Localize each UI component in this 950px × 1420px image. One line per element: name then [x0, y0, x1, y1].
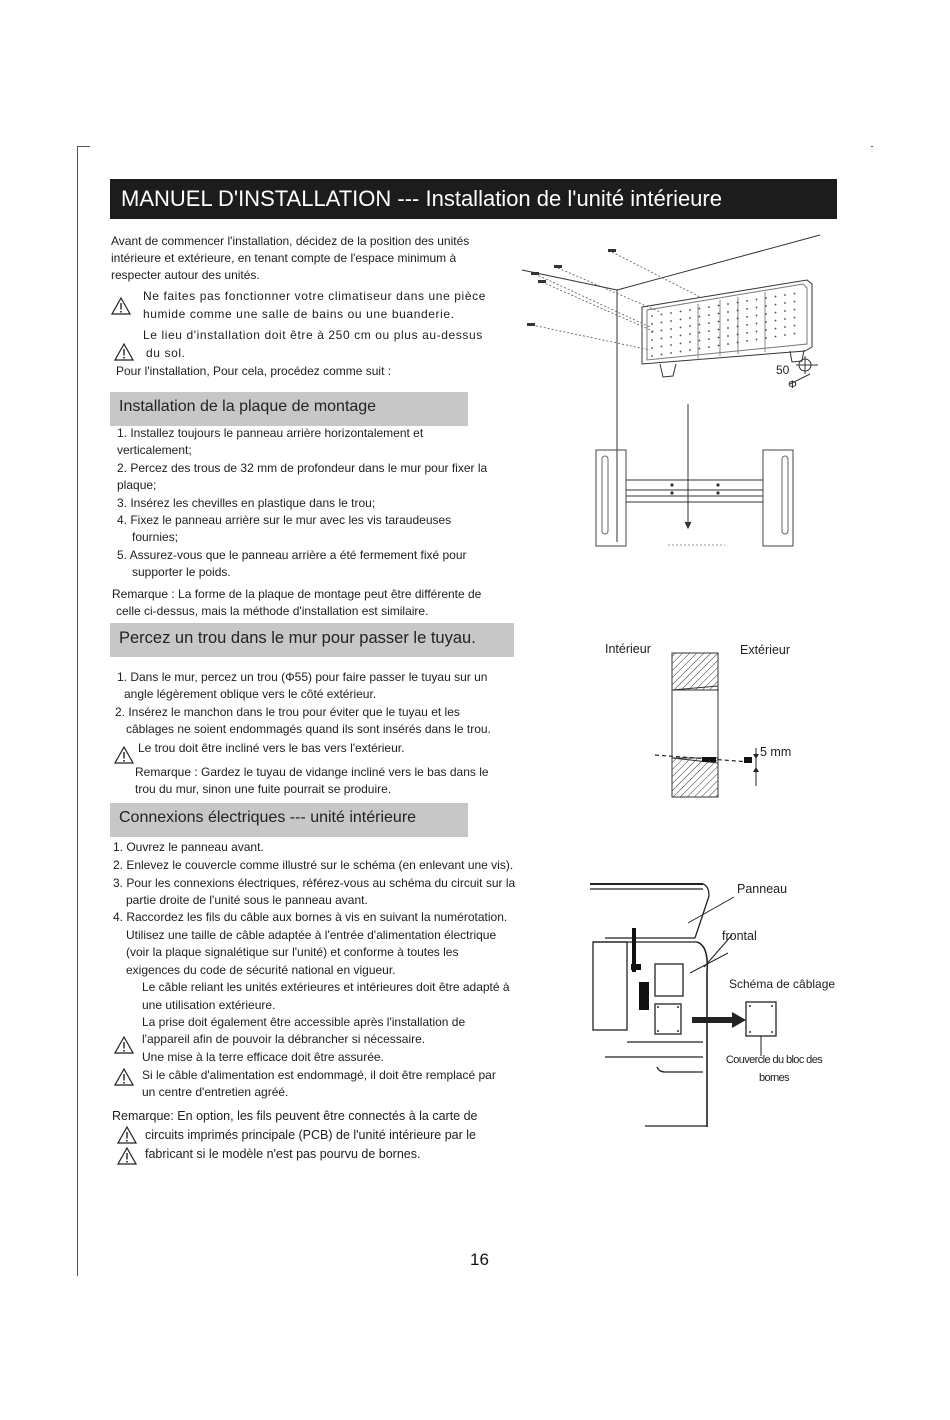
intro-line: Avant de commencer l'installation, décidez de la position des unités: [111, 234, 470, 248]
section-heading: Connexions électriques --- unité intérieure: [110, 803, 468, 837]
step-line: Une mise à la terre efficace doit être assurée.: [142, 1050, 384, 1064]
remark-line: Remarque : Gardez le tuyau de vidange incliné vers le bas dans le: [135, 765, 489, 779]
remark-line: trou du mur, sinon une fuite pourrait se produire.: [135, 782, 392, 796]
warning-icon: [114, 746, 134, 764]
terminal-cover-label: bornes: [758, 1072, 790, 1084]
remark-line: Remarque : La forme de la plaque de montage peut être différente de: [112, 587, 482, 601]
step-line: l'appareil afin de pouvoir la débrancher si nécessaire.: [142, 1032, 426, 1046]
section-heading: Percez un trou dans le mur pour passer le tuyau.: [110, 623, 514, 657]
step-line: une utilisation extérieure.: [142, 998, 276, 1012]
terminal-cover-figure: [690, 1000, 782, 1060]
step-line: 4. Fixez le panneau arrière sur le mur avec les vis taraudeuses: [117, 513, 452, 527]
outside-label: Extérieur: [740, 643, 791, 657]
step-line: 5. Assurez-vous que le panneau arrière a été fermement fixé pour: [117, 548, 467, 562]
slope-label: 5 mm: [760, 745, 792, 759]
phi-label: Φ: [788, 379, 797, 391]
step-line: 4. Raccordez les fils du câble aux bornes à vis en suivant la numérotation.: [113, 910, 508, 924]
step-line: angle légèrement oblique vers le côté extérieur.: [124, 687, 377, 701]
step-line: La prise doit également être accessible après l'installation de: [142, 1015, 466, 1029]
step-line: Utilisez une taille de câble adaptée à l'entrée d'alimentation électrique: [126, 928, 497, 942]
inside-label: Intérieur: [605, 642, 651, 656]
step-line: 3. Pour les connexions électriques, référez-vous au schéma du circuit sur la: [113, 876, 516, 890]
step-line: Si le câble d'alimentation est endommagé, il doit être remplacé par: [142, 1068, 496, 1082]
step-line: 2. Insérez le manchon dans le trou pour éviter que le tuyau et les: [115, 705, 460, 719]
dimension-label: 50: [776, 363, 790, 377]
page-number: 16: [470, 1250, 489, 1269]
step-line: exigences du code de sécurité national en vigueur.: [126, 963, 396, 977]
warning-icon: [111, 297, 131, 315]
step-line: (voir la plaque signalétique sur l'unité) et conforme à toutes les: [126, 945, 459, 959]
warning-text: du sol.: [146, 346, 186, 360]
step-line: partie droite de l'unité sous le panneau avant.: [126, 893, 368, 907]
step-line: plaque;: [117, 478, 157, 492]
step-line: 1. Ouvrez le panneau avant.: [113, 840, 264, 854]
step-line: un centre d'entretien agréé.: [142, 1085, 289, 1099]
page-title: MANUEL D'INSTALLATION --- Installation de l'unité intérieure: [110, 179, 837, 219]
warning-icon: [117, 1126, 137, 1144]
section-heading: Installation de la plaque de montage: [110, 392, 468, 426]
step-line: Le câble reliant les unités extérieures et intérieures doit être adapté à: [142, 980, 510, 994]
corner-mark: [871, 146, 873, 147]
left-margin-line: [77, 146, 78, 1276]
intro-line: respecter autour des unités.: [111, 268, 260, 282]
step-line: 1. Dans le mur, percez un trou (Φ55) pour faire passer le tuyau sur un: [117, 670, 488, 684]
warning-icon: [117, 1147, 137, 1165]
step-line: supporter le poids.: [132, 565, 231, 579]
wiring-diagram-label: Schéma de câblage: [729, 977, 836, 991]
margin-corner-mark: [77, 146, 90, 147]
mounting-plate-figure: [520, 232, 840, 552]
step-line: 2. Enlevez le couvercle comme illustré sur le schéma (en enlevant une vis).: [113, 858, 514, 872]
warning-text: Le lieu d'installation doit être à 250 cm ou plus au-dessus: [143, 328, 483, 342]
warning-icon: [114, 1036, 134, 1054]
remark-line: celle ci-dessus, mais la méthode d'installation est similaire.: [116, 604, 429, 618]
step-line: fournies;: [132, 530, 179, 544]
wall-hole-figure: [650, 650, 810, 802]
panel-label: frontal: [722, 929, 757, 943]
warning-icon: [114, 1068, 134, 1086]
step-line: 1. Installez toujours le panneau arrière horizontalement et: [117, 426, 424, 440]
remark-line: fabricant si le modèle n'est pas pourvu de bornes.: [145, 1147, 421, 1161]
panel-label: Panneau: [737, 882, 788, 896]
step-line: verticalement;: [117, 443, 192, 457]
warning-text: Le trou doit être incliné vers le bas vers l'extérieur.: [138, 741, 405, 755]
warning-text: Ne faites pas fonctionner votre climatiseur dans une pièce: [143, 289, 486, 303]
remark-line: circuits imprimés principale (PCB) de l'unité intérieure par le: [145, 1128, 476, 1142]
intro-closing: Pour l'installation, Pour cela, procédez comme suit :: [116, 364, 392, 378]
step-line: 2. Percez des trous de 32 mm de profondeur dans le mur pour fixer la: [117, 461, 488, 475]
warning-text: humide comme une salle de bains ou une buanderie.: [143, 307, 455, 321]
warning-icon: [114, 343, 134, 361]
step-line: 3. Insérez les chevilles en plastique dans le trou;: [117, 496, 376, 510]
terminal-cover-label: Couvercle du bloc des: [725, 1054, 823, 1066]
remark-line: Remarque: En option, les fils peuvent être connectés à la carte de: [112, 1109, 478, 1123]
step-line: câblages ne soient endommagés quand ils sont insérés dans le trou.: [126, 722, 491, 736]
intro-line: intérieure et extérieure, en tenant compte de l'espace minimum à: [111, 251, 457, 265]
